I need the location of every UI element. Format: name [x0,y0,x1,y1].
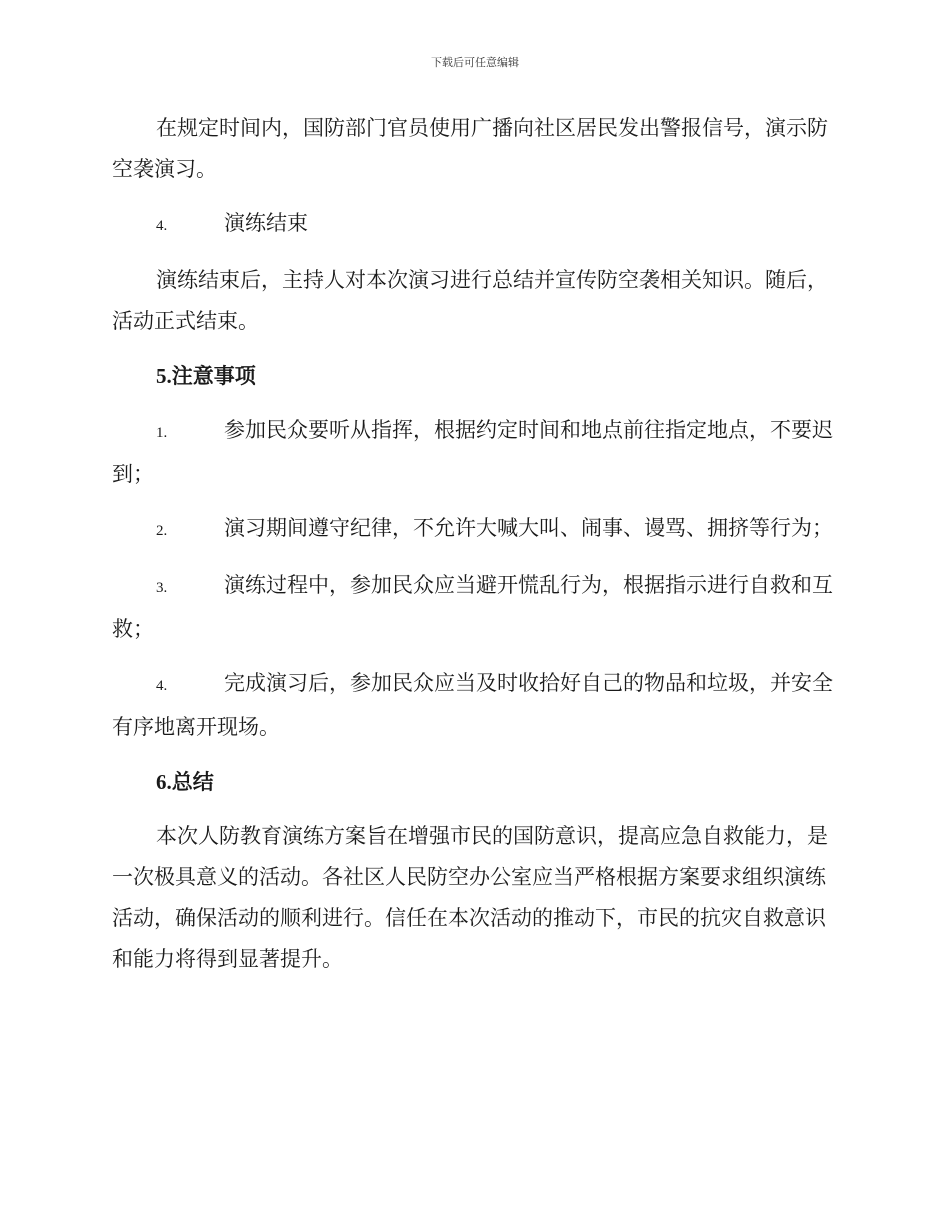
section-title: 总结 [171,769,214,794]
list-item [112,663,834,748]
section-number: 6. [156,770,172,794]
paragraph-summary: 本次人防教育演练方案旨在增强市民的国防意识，提高应急自救能力，是一次极具意义的活动。各社区人民防空办公室应当严格根据方案要求组织演练活动，确保活动的顺利进行。信任在本次活动的推动下，市民的抗灾自救意识和能力将得到显著提升。 [112,824,828,971]
list-item-text: 完成演习后，参加民众应当及时收拾好自己的物品和垃圾，并安全有序地离开现场。 [112,671,833,739]
section-title: 注意事项 [171,363,256,388]
list-item-text: 参加民众要听从指挥，根据约定时间和地点前往指定地点，不要迟到； [112,418,833,486]
list-item-text: 演练过程中，参加民众应当避开慌乱行为，根据指示进行自救和互救； [112,573,833,641]
paragraph-drill-alarm: 在规定时间内，国防部门官员使用广播向社区居民发出警报信号，演示防空袭演习。 [112,116,828,181]
list-item-text: 演习期间遵守纪律，不允许大喊大叫、闹事、谩骂、拥挤等行为； [224,516,833,540]
paragraph-drill-end: 演练结束后，主持人对本次演习进行总结并宣传防空袭相关知识。随后，活动正式结束。 [112,268,828,333]
subsection-drill-end [112,203,834,247]
document-body [112,108,834,993]
list-item-number: 1. [156,425,168,441]
page-header: 下载后可任意编辑 [431,56,519,69]
list-item [112,410,834,495]
section-heading-notes [112,355,834,397]
section-heading-summary [112,761,834,803]
section-number: 5. [156,364,172,388]
list-item [112,565,834,650]
list-item-number: 3. [156,580,168,596]
subsection-number: 4. [156,218,168,234]
list-item-number: 2. [156,523,168,539]
list-item-number: 4. [156,678,168,694]
list-item [112,508,834,552]
subsection-title: 演练结束 [224,211,308,235]
